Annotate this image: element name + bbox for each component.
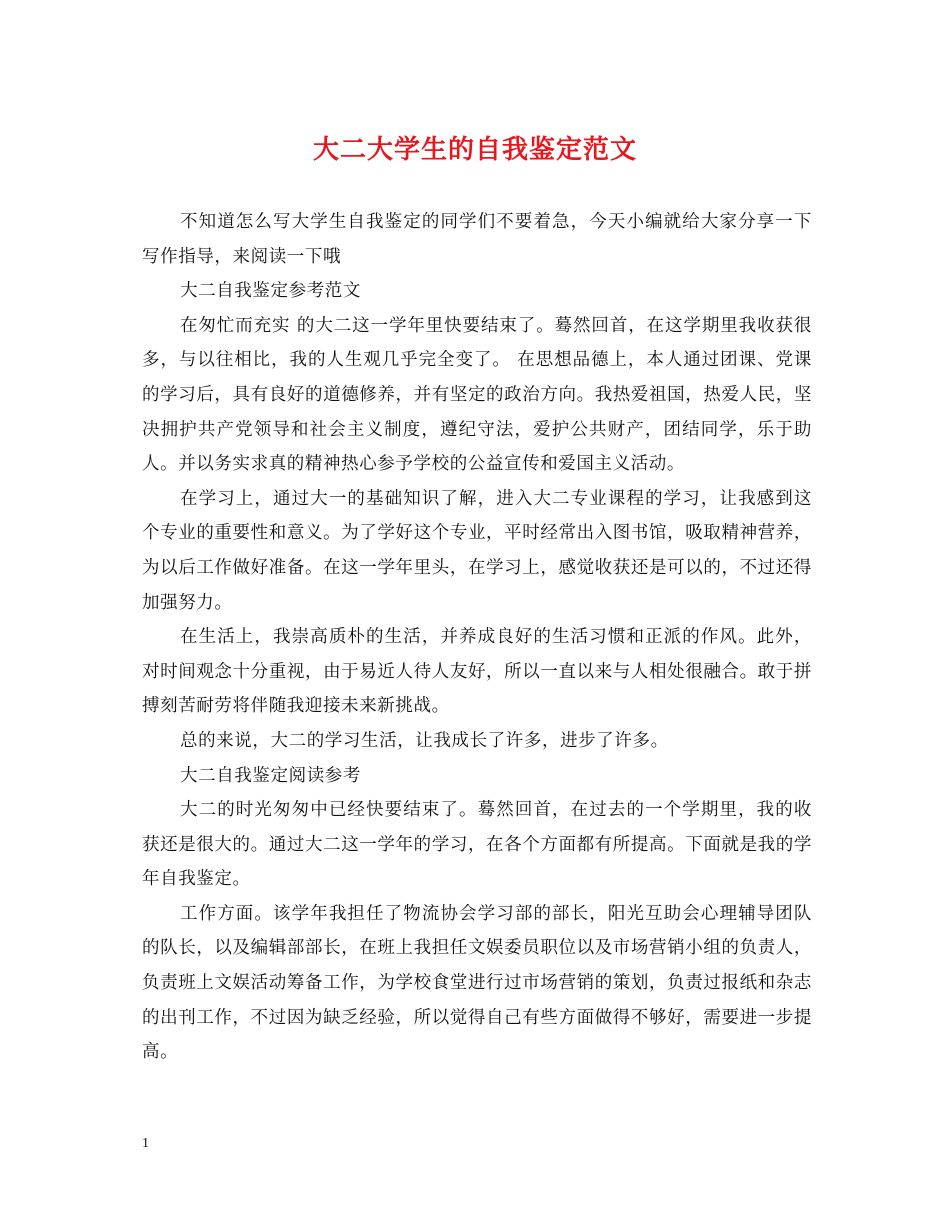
- paragraph-intro: 不知道怎么写大学生自我鉴定的同学们不要着急，今天小编就给大家分享一下写作指导，来阅读一下哦: [142, 212, 812, 267]
- paragraph-life: 在生活上，我崇高质朴的生活，并养成良好的生活习惯和正派的作风。此外，对时间观念十分重视，由于易近人待人友好，所以一直以来与人相处很融合。敢于拼搏刻苦耐劳将伴随我迎接未来新挑战。: [142, 627, 812, 717]
- document-title: 大二大学生的自我鉴定范文: [312, 135, 637, 165]
- section-heading-sample: 大二自我鉴定参考范文: [180, 281, 361, 302]
- document-body: [142, 205, 812, 1070]
- page-number: 1: [142, 1136, 149, 1151]
- paragraph-ideology: 在匆忙而充实 的大二这一学年里快要结束了。蓦然回首，在这学期里我收获很多，与以往相比，我的人生观几乎完全变了。 在思想品德上，本人通过团课、党课的学习后，具有良好的道德修养，并有坚定的政治方向。我热爱祖国，热爱人民，坚决拥护共产党领导和社会主义制度，遵纪守法，爱护公共财产，团结同学，乐于助人。并以务实求真的精神热心参予学校的公益宣传和爱国主义活动。: [142, 315, 812, 475]
- section-heading-reference: 大二自我鉴定阅读参考: [180, 765, 361, 786]
- paragraph-study: 在学习上，通过大一的基础知识了解，进入大二专业课程的学习，让我感到这个专业的重要性和意义。为了学好这个专业，平时经常出入图书馆，吸取精神营养，为以后工作做好准备。在这一学年里头，在学习上，感觉收获还是可以的，不过还得加强努力。: [142, 488, 812, 613]
- paragraph-reference-intro: 大二的时光匆匆中已经快要结束了。蓦然回首，在过去的一个学期里，我的收获还是很大的。通过大二这一学年的学习，在各个方面都有所提高。下面就是我的学年自我鉴定。: [142, 800, 812, 890]
- paragraph-summary: 总的来说，大二的学习生活，让我成长了许多，进步了许多。: [180, 730, 669, 751]
- paragraph-work: 工作方面。该学年我担任了物流协会学习部的部长，阳光互助会心理辅导团队的队长，以及编辑部部长，在班上我担任文娱委员职位以及市场营销小组的负责人，负责班上文娱活动筹备工作，为学校食堂进行过市场营销的策划，负责过报纸和杂志的出刊工作，不过因为缺乏经验，所以觉得自己有些方面做得不够好，需要进一步提高。: [142, 903, 812, 1063]
